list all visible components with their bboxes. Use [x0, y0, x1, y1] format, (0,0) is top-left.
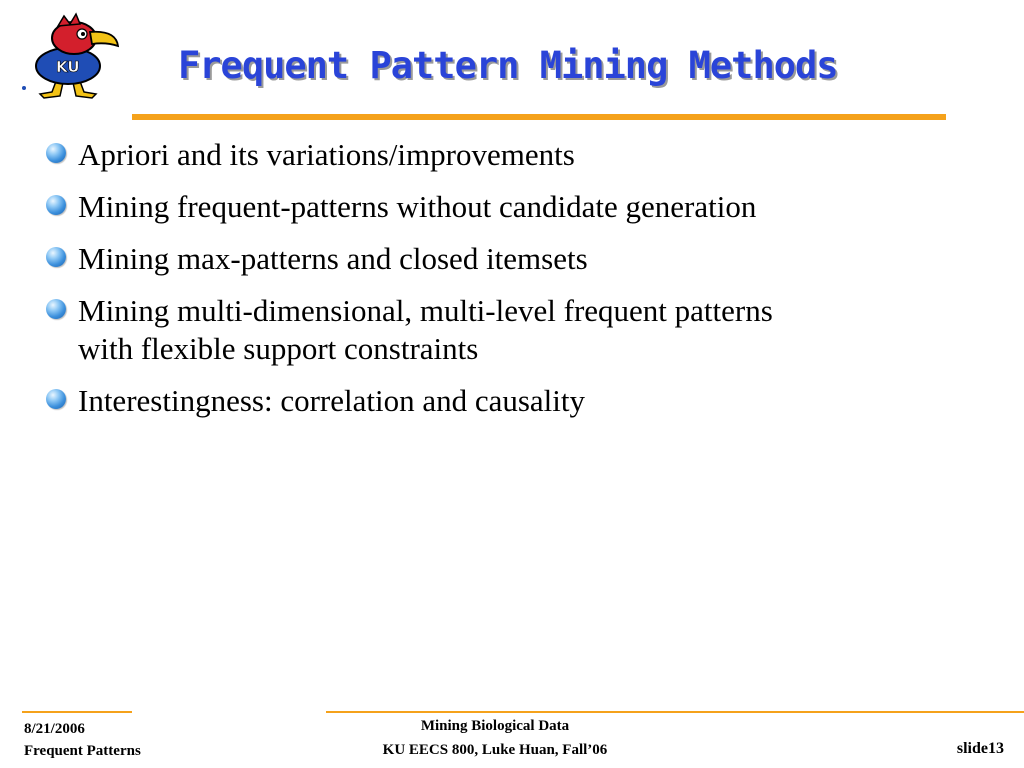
bullet-text: Interestingness: correlation and causality: [78, 383, 586, 418]
ku-logo-text: KU: [56, 58, 80, 76]
footer-date: 8/21/2006: [24, 721, 85, 737]
footer-rule-left: [22, 711, 132, 713]
sphere-bullet-icon: [46, 247, 66, 267]
bullet-text: Mining max-patterns and closed itemsets: [78, 241, 588, 276]
sphere-bullet-icon: [46, 195, 66, 215]
bullet-text: Mining multi-dimensional, multi-level frequent patterns: [78, 293, 773, 328]
bullet-text: Apriori and its variations/improvements: [78, 137, 575, 172]
bullet-item: [46, 136, 986, 174]
footer-center: [330, 714, 660, 762]
footer-left: [24, 718, 141, 762]
bullet-text: Mining frequent-patterns without candidate generation: [78, 189, 757, 224]
bullet-item: [46, 188, 986, 226]
bullet-list: [46, 136, 986, 434]
bullet-text-continuation: with flexible support constraints: [78, 331, 479, 366]
slide-number: slide13: [956, 740, 1004, 757]
sphere-bullet-icon: [46, 143, 66, 163]
bullet-item: [46, 292, 986, 368]
title-underline: [132, 114, 946, 120]
footer-course-title: Mining Biological Data: [420, 718, 570, 734]
ku-jayhawk-logo-icon: [18, 12, 122, 100]
bullet-item: [46, 382, 986, 420]
footer-course-info: KU EECS 800, Luke Huan, Fall’06: [382, 742, 608, 758]
sphere-bullet-icon: [46, 299, 66, 319]
slide-title: Frequent Pattern Mining Methods: [178, 44, 838, 87]
footer-rule-center: [326, 711, 1024, 713]
sphere-bullet-icon: [46, 389, 66, 409]
footer-topic: Frequent Patterns: [24, 743, 141, 759]
bullet-item: [46, 240, 986, 278]
